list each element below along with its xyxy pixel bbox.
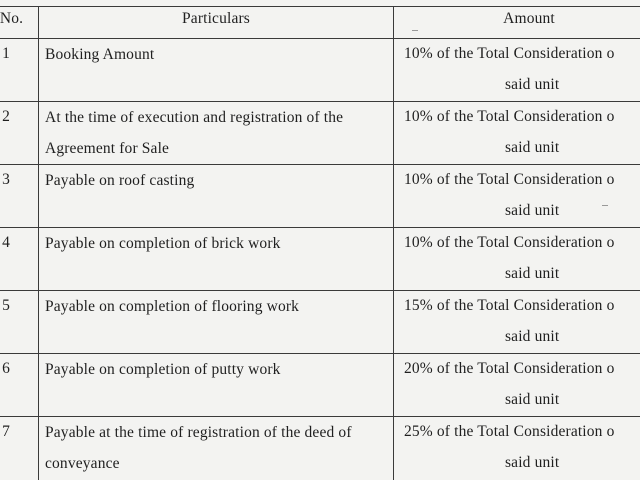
row-amount	[394, 165, 640, 228]
amount-line-2: said unit	[505, 76, 560, 93]
amount-line-2: said unit	[505, 265, 560, 282]
amount-line-1: 25% of the Total Consideration o	[404, 423, 615, 440]
row-number: 7	[0, 417, 39, 480]
header-no: No.	[0, 7, 39, 39]
particulars-text: Booking Amount	[45, 46, 155, 63]
row-amount	[394, 102, 640, 165]
row-amount	[394, 354, 640, 417]
scan-speck	[412, 30, 418, 31]
amount-line-1: 10% of the Total Consideration o	[404, 234, 615, 251]
header-particulars: Particulars	[39, 7, 394, 39]
row-particulars	[39, 291, 394, 354]
row-particulars	[39, 165, 394, 228]
particulars-text: Payable on completion of putty work	[45, 361, 281, 378]
amount-line-1: 10% of the Total Consideration o	[404, 108, 615, 125]
table-row	[0, 39, 640, 102]
row-number: 4	[0, 228, 39, 291]
amount-line-2: said unit	[505, 391, 560, 408]
amount-line-1: 20% of the Total Consideration o	[404, 360, 615, 377]
table-row	[0, 228, 640, 291]
row-number: 1	[0, 39, 39, 102]
table-row	[0, 165, 640, 228]
row-particulars	[39, 39, 394, 102]
row-particulars	[39, 354, 394, 417]
amount-line-1: 10% of the Total Consideration o	[404, 171, 615, 188]
table-row	[0, 417, 640, 480]
row-number: 3	[0, 165, 39, 228]
table-row	[0, 102, 640, 165]
particulars-text: Payable on roof casting	[45, 172, 195, 189]
row-amount	[394, 39, 640, 102]
particulars-text: Payable at the time of registration of the deed of conveyance	[45, 424, 352, 472]
row-amount	[394, 291, 640, 354]
payment-schedule-table	[0, 6, 640, 480]
amount-line-1: 15% of the Total Consideration o	[404, 297, 615, 314]
row-number: 5	[0, 291, 39, 354]
particulars-text: Payable on completion of flooring work	[45, 298, 300, 315]
header-amount: Amount	[394, 7, 640, 39]
row-particulars	[39, 102, 394, 165]
amount-line-1: 10% of the Total Consideration o	[404, 45, 615, 62]
row-number: 6	[0, 354, 39, 417]
amount-line-2: said unit	[505, 454, 560, 471]
particulars-text: At the time of execution and registration of the Agreement for Sale	[45, 109, 344, 157]
row-amount	[394, 228, 640, 291]
table-row	[0, 291, 640, 354]
table-header-row	[0, 7, 640, 39]
amount-line-2: said unit	[505, 328, 560, 345]
row-number: 2	[0, 102, 39, 165]
particulars-text: Payable on completion of brick work	[45, 235, 281, 252]
amount-line-2: said unit	[505, 202, 560, 219]
amount-line-2: said unit	[505, 139, 560, 156]
row-amount	[394, 417, 640, 480]
row-particulars	[39, 417, 394, 480]
row-particulars	[39, 228, 394, 291]
table-row	[0, 354, 640, 417]
scan-speck	[602, 205, 608, 206]
